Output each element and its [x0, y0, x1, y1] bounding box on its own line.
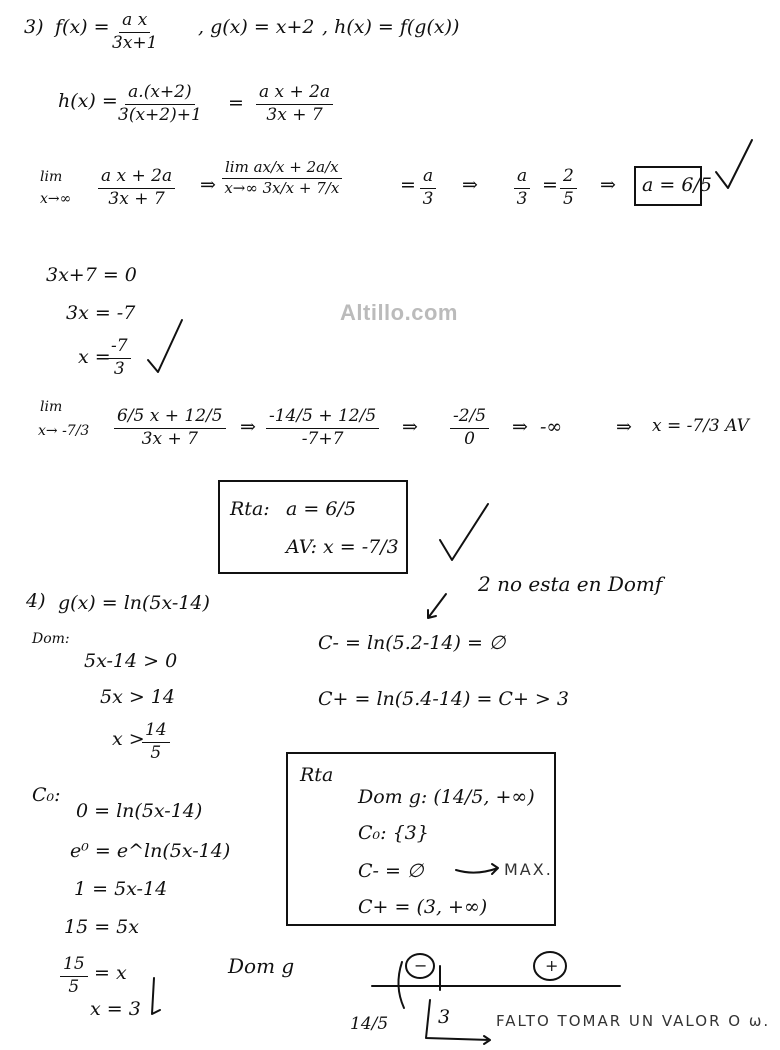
- check-mark-4: [152, 978, 160, 1014]
- sign-chart-open-bracket: [398, 962, 404, 1008]
- implies-arrow-6: ⇒: [512, 416, 528, 438]
- lim-1-result-2a-num: a: [514, 168, 530, 189]
- exercise-3-number: 3): [24, 16, 44, 38]
- solve-step-3-lhs: x =: [78, 346, 111, 368]
- lim-2-result-2-den: 0: [464, 428, 475, 449]
- lim-1-result-1-den: 3: [422, 188, 434, 209]
- lim-1-result-2a: [514, 168, 530, 209]
- zeros-step-1: 0 = ln(5x-14): [76, 800, 203, 822]
- lim-label-2: lim: [40, 399, 63, 415]
- answer-4-negative-set: C- = ∅: [358, 860, 424, 882]
- implies-arrow-1: ⇒: [200, 174, 216, 196]
- h-numerator-2: a x + 2a: [256, 84, 333, 105]
- zeros-step-5-num: 15: [60, 956, 88, 977]
- answer-3-asymptote: AV: x = -7/3: [286, 536, 399, 558]
- answer-3-label: Rta:: [230, 498, 270, 520]
- lim-1-divided-fraction: [222, 160, 342, 197]
- solve-step-3-num: -7: [108, 338, 131, 359]
- lim-1-result-1: [420, 168, 436, 209]
- lim-2-result-2-num: -2/5: [450, 408, 489, 429]
- solve-step-2: 3x = -7: [66, 302, 136, 324]
- domain-step-3-den: 5: [150, 742, 162, 763]
- equals-sign: =: [228, 92, 244, 114]
- implies-arrow-4: ⇒: [240, 416, 256, 438]
- lim-subscript-1: x→∞: [40, 191, 72, 207]
- axis-mark-14-5: 14/5: [350, 1014, 389, 1034]
- h-denominator-1: 3(x+2)+1: [118, 104, 202, 125]
- axis-mark-3: 3: [438, 1006, 451, 1028]
- lim-1-denominator: 3x + 7: [108, 188, 165, 209]
- check-mark-1: [716, 140, 752, 188]
- zeros-step-5-den: 5: [68, 976, 80, 997]
- sign-minus: −: [414, 956, 428, 975]
- vertical-asymptote-result: x = -7/3 AV: [652, 416, 749, 436]
- domain-step-2: 5x > 14: [100, 686, 175, 708]
- lim-1-divided-numerator: lim ax/x + 2a/x: [222, 160, 342, 179]
- lim-2-result-1-den: -7+7: [301, 428, 344, 449]
- c-minus-test: C- = ln(5.2-14) = ∅: [318, 632, 506, 654]
- lim-label-1: lim: [40, 169, 63, 185]
- zeros-step-5-rhs: = x: [94, 962, 127, 984]
- answer-box-3: [218, 480, 408, 574]
- domain-step-3-num: 14: [142, 722, 170, 743]
- h-denominator-2: 3x + 7: [266, 104, 323, 125]
- solve-step-3-den: 3: [113, 358, 125, 379]
- domain-step-3-fraction: [142, 722, 170, 763]
- implies-arrow-5: ⇒: [402, 416, 418, 438]
- lim-1-result-2b-num: 2: [560, 168, 577, 189]
- equals-sign-3: =: [542, 174, 558, 196]
- implies-arrow-7: ⇒: [616, 416, 632, 438]
- lim-1-result-1-num: a: [420, 168, 436, 189]
- lim-2-result-1-num: -14/5 + 12/5: [266, 408, 379, 429]
- c-plus-test: C+ = ln(5.4-14) = C+ > 3: [318, 688, 569, 710]
- answer-4-positive-set: C+ = (3, +∞): [358, 896, 488, 918]
- domain-label: Dom:: [32, 631, 70, 647]
- lim-1-fraction: [98, 168, 175, 209]
- solve-step-3-fraction: [108, 338, 131, 379]
- check-mark-3: [440, 504, 488, 560]
- lim-1-result-2b: [560, 168, 577, 209]
- lim-1-divided-denominator: x→∞ 3x/x + 7/x: [224, 178, 340, 197]
- watermark: Altillo.com: [340, 300, 458, 325]
- note-arrow: [428, 594, 446, 618]
- domain-step-1: 5x-14 > 0: [84, 650, 178, 672]
- answer-4-zeros: C₀: {3}: [358, 822, 429, 844]
- zeros-step-2: e⁰ = e^ln(5x-14): [70, 840, 231, 862]
- zeros-label: C₀:: [32, 784, 61, 806]
- note-not-in-domain: 2 no esta en Domf: [478, 572, 663, 596]
- h-composition-fraction-2: [256, 84, 333, 125]
- check-mark-2: [148, 320, 182, 372]
- implies-arrow-3: ⇒: [600, 174, 616, 196]
- f-definition-lhs: f(x) =: [55, 16, 110, 38]
- lim-1-result-2a-den: 3: [516, 188, 528, 209]
- zeros-step-6: x = 3: [90, 998, 141, 1020]
- answer-a-boxed: a = 6/5: [642, 174, 712, 196]
- f-definition-fraction: [112, 12, 157, 53]
- denominator-zero-equation: 3x+7 = 0: [46, 264, 137, 286]
- answer-3-a: a = 6/5: [286, 498, 356, 520]
- zeros-step-5-fraction: [60, 956, 88, 997]
- lim-2-numerator: 6/5 x + 12/5: [114, 408, 226, 429]
- zeros-step-4: 15 = 5x: [64, 916, 139, 938]
- g-definition: , g(x) = x+2: [198, 16, 315, 38]
- lim-1-result-2b-den: 5: [563, 188, 574, 209]
- lim-2-denominator: 3x + 7: [141, 428, 198, 449]
- h-composition-fraction-1: [118, 84, 202, 125]
- g-log-definition: g(x) = ln(5x-14): [58, 592, 210, 614]
- answer-4-domain: Dom g: (14/5, +∞): [358, 786, 535, 808]
- lim-1-numerator: a x + 2a: [98, 168, 175, 189]
- zeros-step-3: 1 = 5x-14: [74, 878, 168, 900]
- h-numerator-1: a.(x+2): [125, 84, 194, 105]
- missing-test-value-note: FALTO TOMAR UN VALOR O ω.: [496, 1012, 771, 1030]
- answer-4-label: Rta: [300, 764, 334, 786]
- domain-g-label: Dom g: [228, 954, 295, 978]
- implies-arrow-2: ⇒: [462, 174, 478, 196]
- f-numerator: a x: [119, 12, 150, 33]
- lim-subscript-2: x→ -7/3: [38, 423, 90, 439]
- h-composition-lhs: h(x) =: [58, 90, 118, 112]
- sign-plus: +: [545, 956, 559, 975]
- lim-2-minus-infinity: -∞: [540, 416, 563, 438]
- lim-2-result-2: [450, 408, 489, 449]
- answer-4-max-note: MAX.: [504, 860, 553, 879]
- lim-2-fraction: [114, 408, 226, 449]
- f-denominator: 3x+1: [112, 32, 158, 53]
- equals-sign-2: =: [400, 174, 416, 196]
- domain-step-3-lhs: x >: [112, 728, 145, 750]
- bottom-bracket: [426, 1000, 490, 1044]
- exercise-4-number: 4): [26, 590, 46, 612]
- lim-2-result-1: [266, 408, 379, 449]
- h-definition: , h(x) = f(g(x)): [322, 16, 460, 38]
